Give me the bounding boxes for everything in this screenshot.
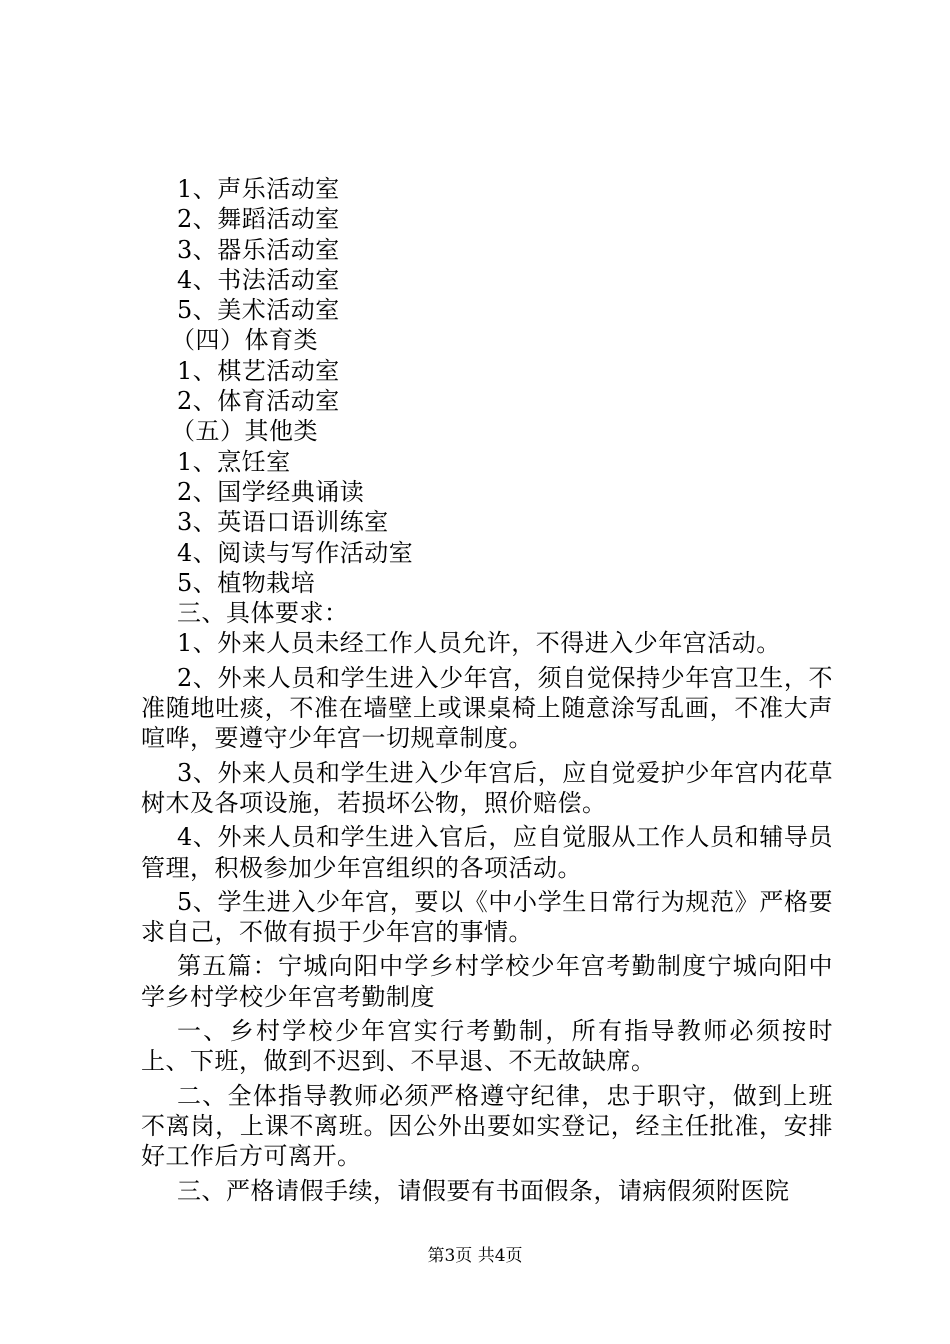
requirement-paragraph: 4、外来人员和学生进入官后，应自觉服从工作人员和辅导员管理，积极参加少年宫组织的各项活动。 bbox=[141, 823, 833, 882]
list-item: 1、烹饪室 bbox=[177, 447, 291, 476]
category-heading-sports: （四）体育类 bbox=[171, 326, 318, 355]
activity-list-sports bbox=[141, 356, 833, 417]
requirement-paragraph: 2、外来人员和学生进入少年宫，须自觉保持少年宫卫生，不准随地吐痰，不准在墙壁上或课桌椅上随意涂写乱画，不准大声喧哗，要遵守少年宫一切规章制度。 bbox=[141, 663, 833, 753]
category-heading-other: （五）其他类 bbox=[171, 417, 318, 446]
section-title: 三、具体要求： bbox=[177, 599, 349, 628]
document-body bbox=[141, 174, 833, 1210]
requirement-paragraph: 1、外来人员未经工作人员允许，不得进入少年宫活动。 bbox=[177, 629, 781, 658]
list-item: 2、舞蹈活动室 bbox=[177, 205, 340, 234]
attendance-rules bbox=[141, 1016, 833, 1206]
chapter-title: 第五篇：宁城向阳中学乡村学校少年宫考勤制度宁城向阳中学乡村学校少年宫考勤制度 bbox=[141, 952, 833, 1011]
list-item: 2、国学经典诵读 bbox=[177, 477, 365, 506]
activity-list-other bbox=[141, 447, 833, 598]
rule-paragraph: 三、严格请假手续，请假要有书面假条，请病假须附医院 bbox=[177, 1176, 790, 1205]
requirement-paragraph: 5、学生进入少年宫，要以《中小学生日常行为规范》严格要求自己，不做有损于少年宫的事情。 bbox=[141, 887, 833, 947]
list-item: 3、器乐活动室 bbox=[177, 235, 340, 264]
list-item: 4、书法活动室 bbox=[177, 265, 340, 294]
requirements-list bbox=[141, 628, 833, 947]
rule-paragraph: 二、全体指导教师必须严格遵守纪律，忠于职守，做到上班不离岗，上课不离班。因公外出要如实登记，经主任批准，安排好工作后方可离开。 bbox=[141, 1081, 833, 1171]
list-item: 1、声乐活动室 bbox=[177, 175, 340, 203]
list-item: 1、棋艺活动室 bbox=[177, 356, 340, 385]
requirement-paragraph: 3、外来人员和学生进入少年宫后，应自觉爱护少年宫内花草树木及各项设施，若损坏公物，照价赔偿。 bbox=[141, 758, 833, 817]
list-item: 5、美术活动室 bbox=[177, 296, 340, 325]
list-item: 2、体育活动室 bbox=[177, 387, 340, 416]
list-item: 4、阅读与写作活动室 bbox=[177, 538, 414, 567]
list-item: 5、植物栽培 bbox=[177, 568, 316, 597]
rule-paragraph: 一、乡村学校少年宫实行考勤制，所有指导教师必须按时上、下班，做到不迟到、不早退、不无故缺席。 bbox=[141, 1017, 833, 1076]
page-number: 第3页 共4页 bbox=[427, 1246, 523, 1266]
list-item: 3、英语口语训练室 bbox=[177, 508, 389, 537]
activity-list-arts bbox=[141, 174, 833, 325]
